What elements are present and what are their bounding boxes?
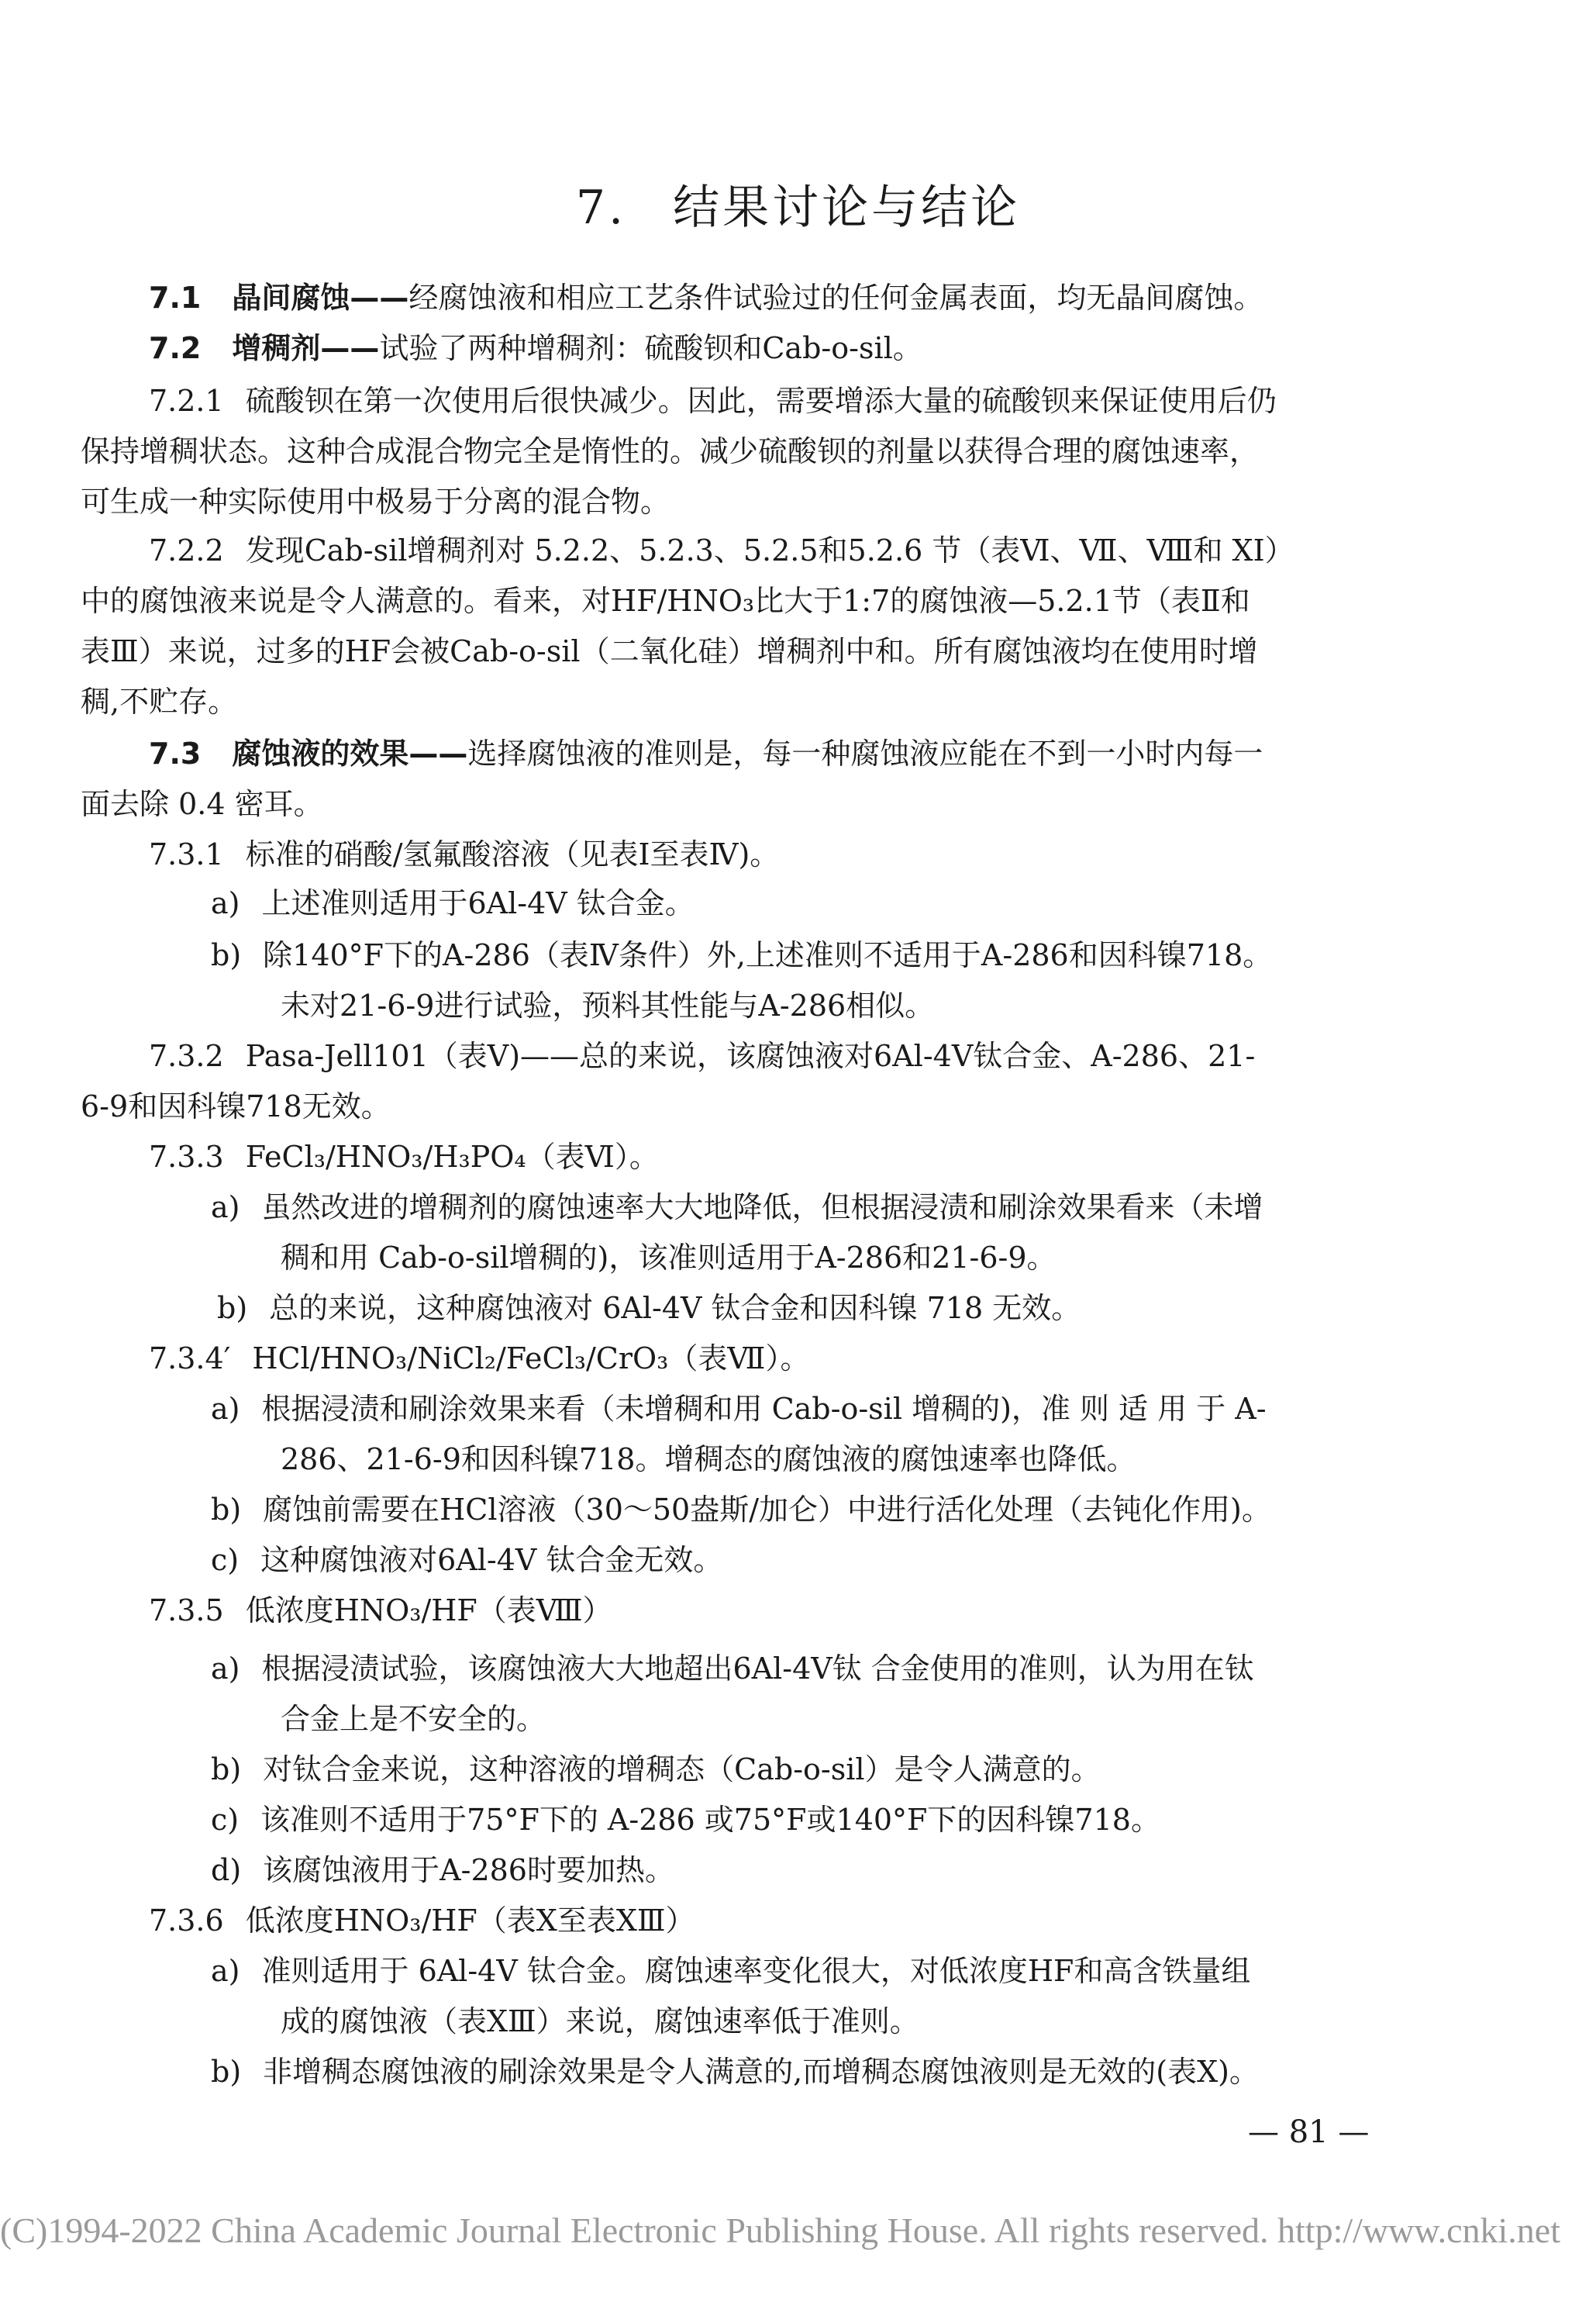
section-7-3-line: 面去除 0.4 密耳。 [81, 787, 323, 821]
section-number: 7.2.1 [149, 384, 224, 418]
paragraph-7-3-2-line: 6-9和因科镍718无效。 [81, 1089, 391, 1123]
subsection-title: 低浓度HNO₃/HF（表Ⅷ） [245, 1593, 612, 1627]
list-text: 虽然改进的增稠剂的腐蚀速率大大地降低，但根据浸渍和刷涂效果看来（未增 [261, 1190, 1263, 1224]
list-item [211, 1392, 1267, 1427]
list-item [211, 938, 1272, 974]
list-text: 上述准则适用于6Al-4V 钛合金。 [261, 886, 695, 920]
paragraph-7-2-1-line [149, 384, 1277, 419]
section-number: 7.3.4′ [149, 1341, 231, 1375]
list-text: 总的来说，这种腐蚀液对 6Al-4V 钛合金和因科镍 718 无效。 [269, 1291, 1081, 1325]
list-label: d) [211, 1853, 242, 1887]
list-text: 根据浸渍试验，该腐蚀液大大地超出6Al-4V钛 合金使用的准则，认为用在钛 [261, 1652, 1254, 1686]
paragraph-7-2-1-line: 保持增稠状态。这种合成混合物完全是惰性的。减少硫酸钡的剂量以获得合理的腐蚀速率， [81, 434, 1260, 468]
list-item [211, 1752, 1101, 1788]
subsection-title: 低浓度HNO₃/HF（表Ⅹ至表ⅩⅢ） [245, 1903, 695, 1938]
list-item-continuation: 成的腐蚀液（表ⅩⅢ）来说，腐蚀速率低于准则。 [281, 2004, 919, 2038]
section-number: 7.2.2 [149, 533, 224, 568]
list-item-continuation: 286、21-6-9和因科镍718。增稠态的腐蚀液的腐蚀速率也降低。 [281, 1442, 1136, 1476]
section-title-text: 结果讨论与结论 [673, 181, 1021, 235]
subsection-title: 标准的硝酸/氢氟酸溶液（见表Ⅰ至表Ⅳ)。 [245, 837, 780, 871]
section-heading: 增稠剂—— [232, 331, 380, 365]
section-text: 试验了两种增稠剂：硫酸钡和Cab-o-sil。 [379, 331, 922, 365]
list-item [211, 886, 695, 922]
subsection-7-3-1 [149, 837, 779, 873]
list-item-continuation: 稠和用 Cab-o-sil增稠的)，该准则适用于A-286和21-6-9。 [281, 1241, 1057, 1275]
list-text: 准则适用于 6Al-4V 钛合金。腐蚀速率变化很大，对低浓度HF和高含铁量组 [261, 1954, 1251, 1988]
subsection-title: HCl/HNO₃/NiCl₂/FeCl₃/CrO₃（表Ⅶ）。 [252, 1341, 810, 1375]
paragraph-text: 发现Cab-sil增稠剂对 5.2.2、5.2.3、5.2.5和5.2.6 节（表Ⅵ、Ⅶ、Ⅷ和 XI） [245, 533, 1294, 568]
copyright-footer: (C)1994-2022 China Academic Journal Electronic Publishing House. All rights reserved. http://www.cnki.net [0, 2211, 1560, 2250]
section-number: 7. [575, 181, 627, 235]
list-label: c) [211, 1803, 240, 1837]
subsection-7-3-6 [149, 1903, 695, 1939]
list-label: b) [211, 1752, 242, 1786]
paragraph-text: Pasa-Jell101（表Ⅴ)——总的来说，该腐蚀液对6Al-4V钛合金、A-286、21- [245, 1039, 1256, 1073]
list-text: 对钛合金来说，这种溶液的增稠态（Cab-o-sil）是令人满意的。 [263, 1752, 1101, 1786]
list-label: c) [211, 1543, 240, 1577]
section-number: 7.3.5 [149, 1593, 224, 1627]
list-text: 除140°F下的A-286（表Ⅳ条件）外,上述准则不适用于A-286和因科镍718。 [263, 938, 1273, 972]
list-text: 该腐蚀液用于A-286时要加热。 [263, 1853, 674, 1887]
page-number: — 81 — [1248, 2114, 1370, 2150]
section-7-2 [149, 331, 922, 367]
list-text: 根据浸渍和刷涂效果来看（未增稠和用 Cab-o-sil 增稠的)，准 则 适 用 于 A- [261, 1392, 1267, 1426]
list-text: 这种腐蚀液对6Al-4V 钛合金无效。 [260, 1543, 723, 1577]
list-label: b) [211, 938, 242, 972]
list-item [217, 1291, 1081, 1327]
list-label: b) [211, 2055, 242, 2089]
list-item [211, 1190, 1263, 1226]
section-number: 7.2 [149, 331, 202, 365]
list-label: a) [211, 1392, 240, 1426]
section-number: 7.3.1 [149, 837, 224, 871]
section-text: 经腐蚀液和相应工艺条件试验过的任何金属表面，均无晶间腐蚀。 [408, 281, 1263, 315]
list-label: a) [211, 1190, 240, 1224]
list-text: 该准则不适用于75°F下的 A-286 或75°F或140°F下的因科镍718。 [260, 1803, 1160, 1837]
list-label: b) [211, 1493, 242, 1527]
subsection-title: FeCl₃/HNO₃/H₃PO₄（表Ⅵ）。 [245, 1140, 659, 1174]
subsection-7-3-4 [149, 1341, 809, 1377]
list-text: 非增稠态腐蚀液的刷涂效果是令人满意的,而增稠态腐蚀液则是无效的(表Ⅹ)。 [263, 2055, 1259, 2089]
section-title [0, 180, 1596, 236]
list-item [211, 1853, 674, 1889]
list-label: a) [211, 1652, 240, 1686]
paragraph-7-2-1-line: 可生成一种实际使用中极易于分离的混合物。 [81, 485, 670, 519]
section-7-1 [149, 281, 1263, 316]
section-number: 7.3.6 [149, 1903, 224, 1938]
list-item [211, 1652, 1254, 1687]
subsection-7-3-3 [149, 1140, 659, 1175]
paragraph-text: 硫酸钡在第一次使用后很快减少。因此，需要增添大量的硫酸钡来保证使用后仍 [245, 384, 1277, 418]
list-item [211, 1543, 722, 1579]
paragraph-7-2-2-line: 稠,不贮存。 [81, 685, 238, 719]
section-text: 选择腐蚀液的准则是，每一种腐蚀液应能在不到一小时内每一 [467, 737, 1263, 771]
list-item [211, 1803, 1160, 1838]
section-number: 7.3.3 [149, 1140, 224, 1174]
section-7-3 [149, 737, 1263, 772]
list-text: 腐蚀前需要在HCl溶液（30～50盎斯/加仑）中进行活化处理（去钝化作用)。 [263, 1493, 1271, 1527]
section-heading: 腐蚀液的效果—— [232, 737, 468, 771]
list-label: a) [211, 1954, 240, 1988]
list-label: b) [217, 1291, 248, 1325]
list-item-continuation: 合金上是不安全的。 [281, 1702, 546, 1736]
list-label: a) [211, 886, 240, 920]
paragraph-7-3-2-line [149, 1039, 1255, 1075]
section-number: 7.3.2 [149, 1039, 224, 1073]
list-item-continuation: 未对21-6-9进行试验，预料其性能与A-286相似。 [281, 989, 935, 1023]
list-item [211, 2055, 1259, 2090]
subsection-7-3-5 [149, 1593, 612, 1629]
section-number: 7.1 [149, 281, 202, 315]
paragraph-7-2-2-line: 中的腐蚀液来说是令人满意的。看来，对HF/HNO₃比大于1:7的腐蚀液—5.2.1节（表Ⅱ和 [81, 584, 1250, 618]
paragraph-7-2-2-line [149, 533, 1294, 569]
paragraph-7-2-2-line: 表Ⅲ）来说，过多的HF会被Cab-o-sil（二氧化硅）增稠剂中和。所有腐蚀液均在使用时增 [81, 634, 1258, 668]
list-item [211, 1954, 1250, 1990]
section-heading: 晶间腐蚀—— [232, 281, 409, 315]
list-item [211, 1493, 1271, 1528]
section-number: 7.3 [149, 737, 202, 771]
